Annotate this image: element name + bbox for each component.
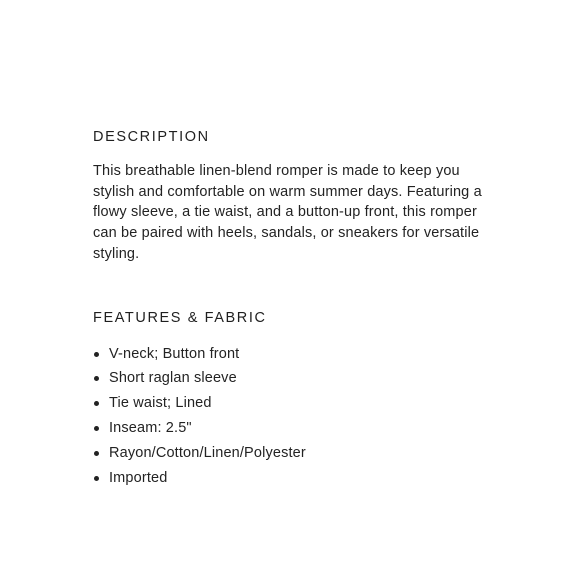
feature-text: Inseam: 2.5"	[109, 419, 192, 436]
feature-text: Rayon/Cotton/Linen/Polyester	[109, 444, 306, 461]
features-heading: FEATURES & FABRIC	[93, 309, 267, 326]
feature-item	[93, 391, 493, 416]
bullet-icon	[94, 352, 99, 357]
feature-item	[93, 366, 493, 391]
feature-item	[93, 342, 493, 367]
bullet-icon	[94, 376, 99, 381]
bullet-icon	[94, 401, 99, 406]
description-heading: DESCRIPTION	[93, 129, 210, 145]
feature-item	[93, 416, 493, 441]
bullet-icon	[94, 451, 99, 456]
feature-text: Tie waist; Lined	[109, 395, 212, 412]
feature-item	[93, 441, 493, 466]
bullet-icon	[94, 476, 99, 481]
feature-item	[93, 466, 493, 491]
feature-text: Short raglan sleeve	[109, 370, 237, 387]
feature-text: V-neck; Button front	[109, 345, 240, 362]
product-details	[93, 128, 493, 490]
description-text: This breathable linen-blend romper is made to keep you stylish and comfortable on warm summer days. Featuring a flowy sleeve, a tie waist, and a button-up front, this romper can be paired with heels, sandals, or sneakers for versatile styling.	[93, 163, 482, 262]
feature-list	[93, 342, 493, 491]
bullet-icon	[94, 426, 99, 431]
feature-text: Imported	[109, 469, 168, 486]
